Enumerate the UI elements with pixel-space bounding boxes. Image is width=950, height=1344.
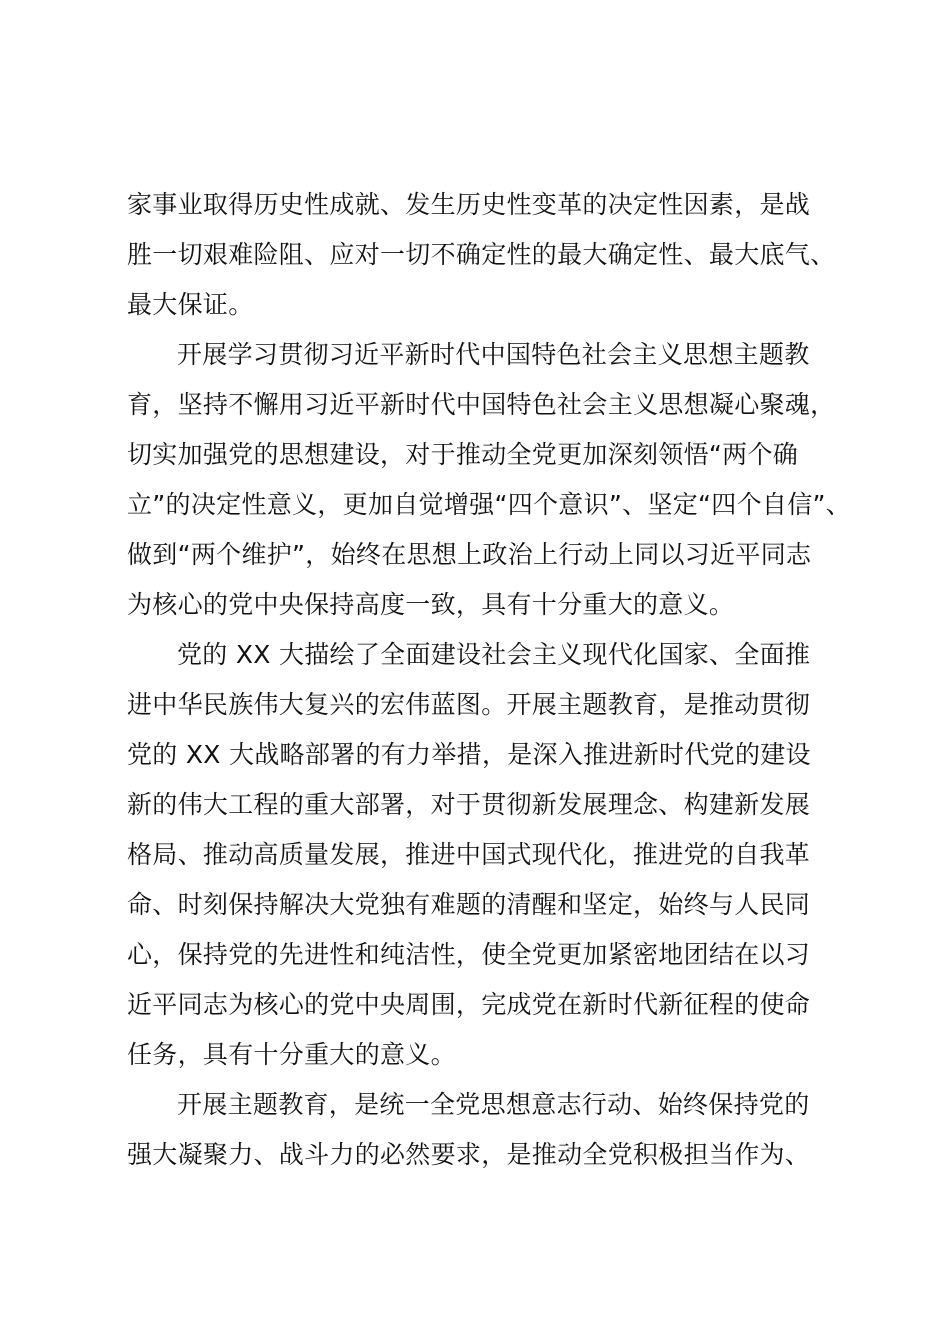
- paragraph-first-line: 开展主题教育，是统一全党思想意志行动、始终保持党的: [177, 1090, 810, 1119]
- text-line: 做到“两个维护”，始终在思想上政治上行动上同以习近平同志: [127, 540, 812, 569]
- text-line: 格局、推动高质量发展，推进中国式现代化，推进党的自我革: [127, 840, 811, 869]
- text-line: 命、时刻保持解决大党独有难题的清醒和坚定，始终与人民同: [127, 890, 811, 919]
- text-line: 育，坚持不懈用习近平新时代中国特色社会主义思想凝心聚魂，: [127, 390, 836, 419]
- text-line: 强大凝聚力、战斗力的必然要求，是推动全党积极担当作为、: [127, 1140, 811, 1169]
- text-line: 党的 XX 大战略部署的有力举措，是深入推进新时代党的建设: [127, 740, 811, 769]
- text-line: 近平同志为核心的党中央周围，完成党在新时代新征程的使命: [127, 990, 811, 1019]
- text-line: 进中华民族伟大复兴的宏伟蓝图。开展主题教育，是推动贯彻: [127, 690, 811, 719]
- paragraph-first-line: 党的 XX 大描绘了全面建设社会主义现代化国家、全面推: [177, 640, 811, 669]
- text-line: 为核心的党中央保持高度一致，具有十分重大的意义。: [127, 590, 735, 619]
- text-line: 胜一切艰难险阻、应对一切不确定性的最大确定性、最大底气、: [127, 240, 836, 269]
- text-line: 最大保证。: [127, 290, 254, 319]
- text-line: 家事业取得历史性成就、发生历史性变革的决定性因素，是战: [127, 190, 811, 219]
- text-line: 切实加强党的思想建设，对于推动全党更加深刻领悟“两个确: [127, 440, 799, 469]
- text-line: 心，保持党的先进性和纯洁性，使全党更加紧密地团结在以习: [127, 940, 811, 969]
- text-line: 任务，具有十分重大的意义。: [127, 1040, 456, 1069]
- paragraph-first-line: 开展学习贯彻习近平新时代中国特色社会主义思想主题教: [177, 340, 810, 369]
- text-line: 立”的决定性意义，更加自觉增强“四个意识”、坚定“四个自信”、: [127, 490, 852, 519]
- text-line: 新的伟大工程的重大部署，对于贯彻新发展理念、构建新发展: [127, 790, 811, 819]
